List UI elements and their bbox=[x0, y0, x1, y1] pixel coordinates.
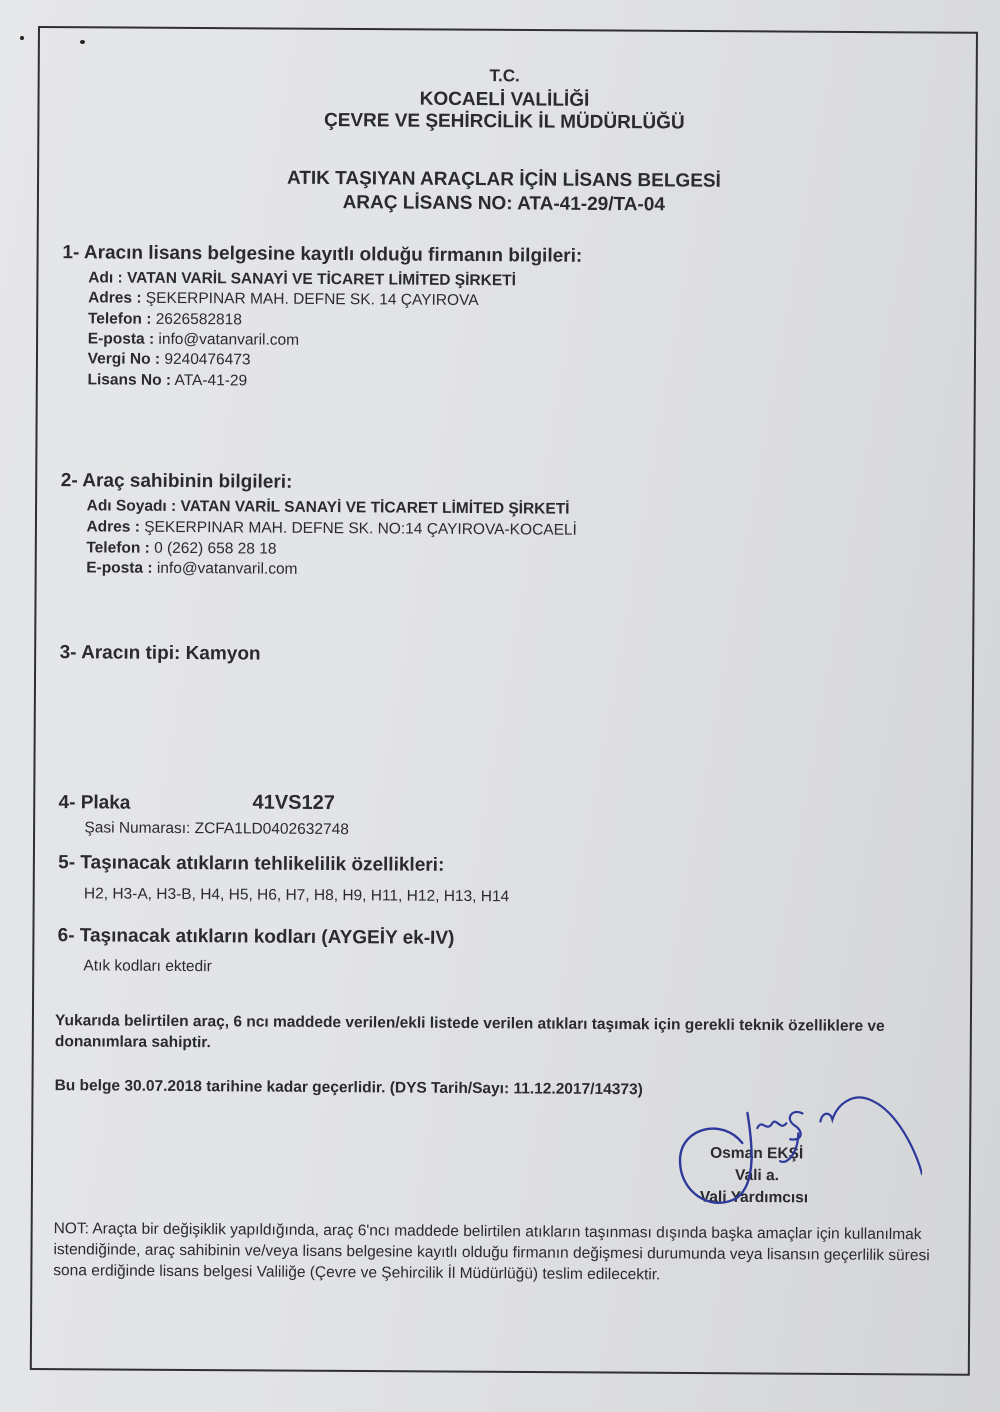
section1-field: E-posta : info@vatanvaril.com bbox=[87, 330, 300, 349]
handwritten-signature bbox=[662, 1072, 923, 1224]
section5-heading: 5- Taşınacak atıkların tehlikelilik özellikleri: bbox=[58, 852, 445, 876]
footer-note: NOT: Araçta bir değişiklik yapıldığında, araç 6'ncı maddede belirtilen atıkların taşınması dışında başka amaçlar için kullanılmak istendiğinde, araç sahibinin ve/veya lisans belgesine kayıtlı olduğu firmanın değişmesi durumunda veya lisansın geçerlilik süresi sona erdiğinde lisans belgesi Valiliğe (Çevre ve Şehircilik İl Müdürlüğü) teslim edilecektir. bbox=[53, 1220, 930, 1284]
header-tc: T.C. bbox=[489, 66, 520, 86]
section1-field: Telefon : 2626582818 bbox=[87, 310, 242, 329]
section2-field: E-posta : info@vatanvaril.com bbox=[86, 559, 298, 578]
chassis-number: Şasi Numarası: ZCFA1LD0402632748 bbox=[84, 819, 349, 839]
header-governorship: KOCAELİ VALİLİĞİ bbox=[419, 88, 590, 111]
ink-dot bbox=[20, 36, 24, 40]
section1-field: Adres : ŞEKERPINAR MAH. DEFNE SK. 14 ÇAYIROVA bbox=[88, 289, 479, 310]
section2-field: Adı Soyadı : VATAN VARİL SANAYİ VE TİCARET LİMİTED ŞİRKETİ bbox=[86, 497, 570, 518]
section1-field: Lisans No : ATA-41-29 bbox=[87, 371, 248, 390]
section2-heading: 2- Araç sahibinin bilgileri: bbox=[60, 470, 293, 493]
header-directorate: ÇEVRE VE ŞEHİRCİLİK İL MÜDÜRLÜĞÜ bbox=[323, 109, 685, 134]
section1-heading: 1- Aracın lisans belgesine kayıtlı olduğu firmanın bilgileri: bbox=[62, 242, 583, 267]
section4-heading: 4- Plaka bbox=[58, 792, 131, 814]
section1-field: Adı : VATAN VARİL SANAYİ VE TİCARET LİMİTED ŞİRKETİ bbox=[88, 269, 517, 290]
signatory-role: Vali a. bbox=[734, 1166, 780, 1185]
section1-field: Vergi No : 9240476473 bbox=[87, 350, 251, 369]
signatory-name: Osman EKŞİ bbox=[710, 1144, 804, 1163]
section6-heading: 6- Taşınacak atıkların kodları (AYGEİY ek-IV) bbox=[57, 925, 455, 949]
validity-statement: Bu belge 30.07.2018 tarihine kadar geçerlidir. (DYS Tarih/Sayı: 11.12.2017/14373) bbox=[54, 1077, 643, 1099]
hazard-properties: H2, H3-A, H3-B, H4, H5, H6, H7, H8, H9, H11, H12, H13, H14 bbox=[83, 885, 510, 906]
document-title: ATIK TAŞIYAN ARAÇLAR İÇİN LİSANS BELGESİ bbox=[286, 167, 721, 192]
license-number: ARAÇ LİSANS NO: ATA-41-29/TA-04 bbox=[342, 192, 666, 216]
waste-codes: Atık kodları ektedir bbox=[83, 957, 212, 976]
section3-vehicle-type: 3- Aracın tipi: Kamyon bbox=[59, 642, 261, 665]
compliance-statement: Yukarıda belirtilen araç, 6 ncı maddede verilen/ekli listede verilen atıkları taşımak için gerekli teknik özelliklere ve donanımlara sahiptir. bbox=[54, 1012, 885, 1052]
plate-number: 41VS127 bbox=[252, 791, 335, 815]
document-content bbox=[31, 28, 970, 1370]
signatory-title: Vali Yardımcısı bbox=[699, 1188, 809, 1207]
section2-field: Adres : ŞEKERPINAR MAH. DEFNE SK. NO:14 ÇAYIROVA-KOCAELİ bbox=[86, 518, 577, 539]
section2-field: Telefon : 0 (262) 658 28 18 bbox=[86, 539, 277, 558]
